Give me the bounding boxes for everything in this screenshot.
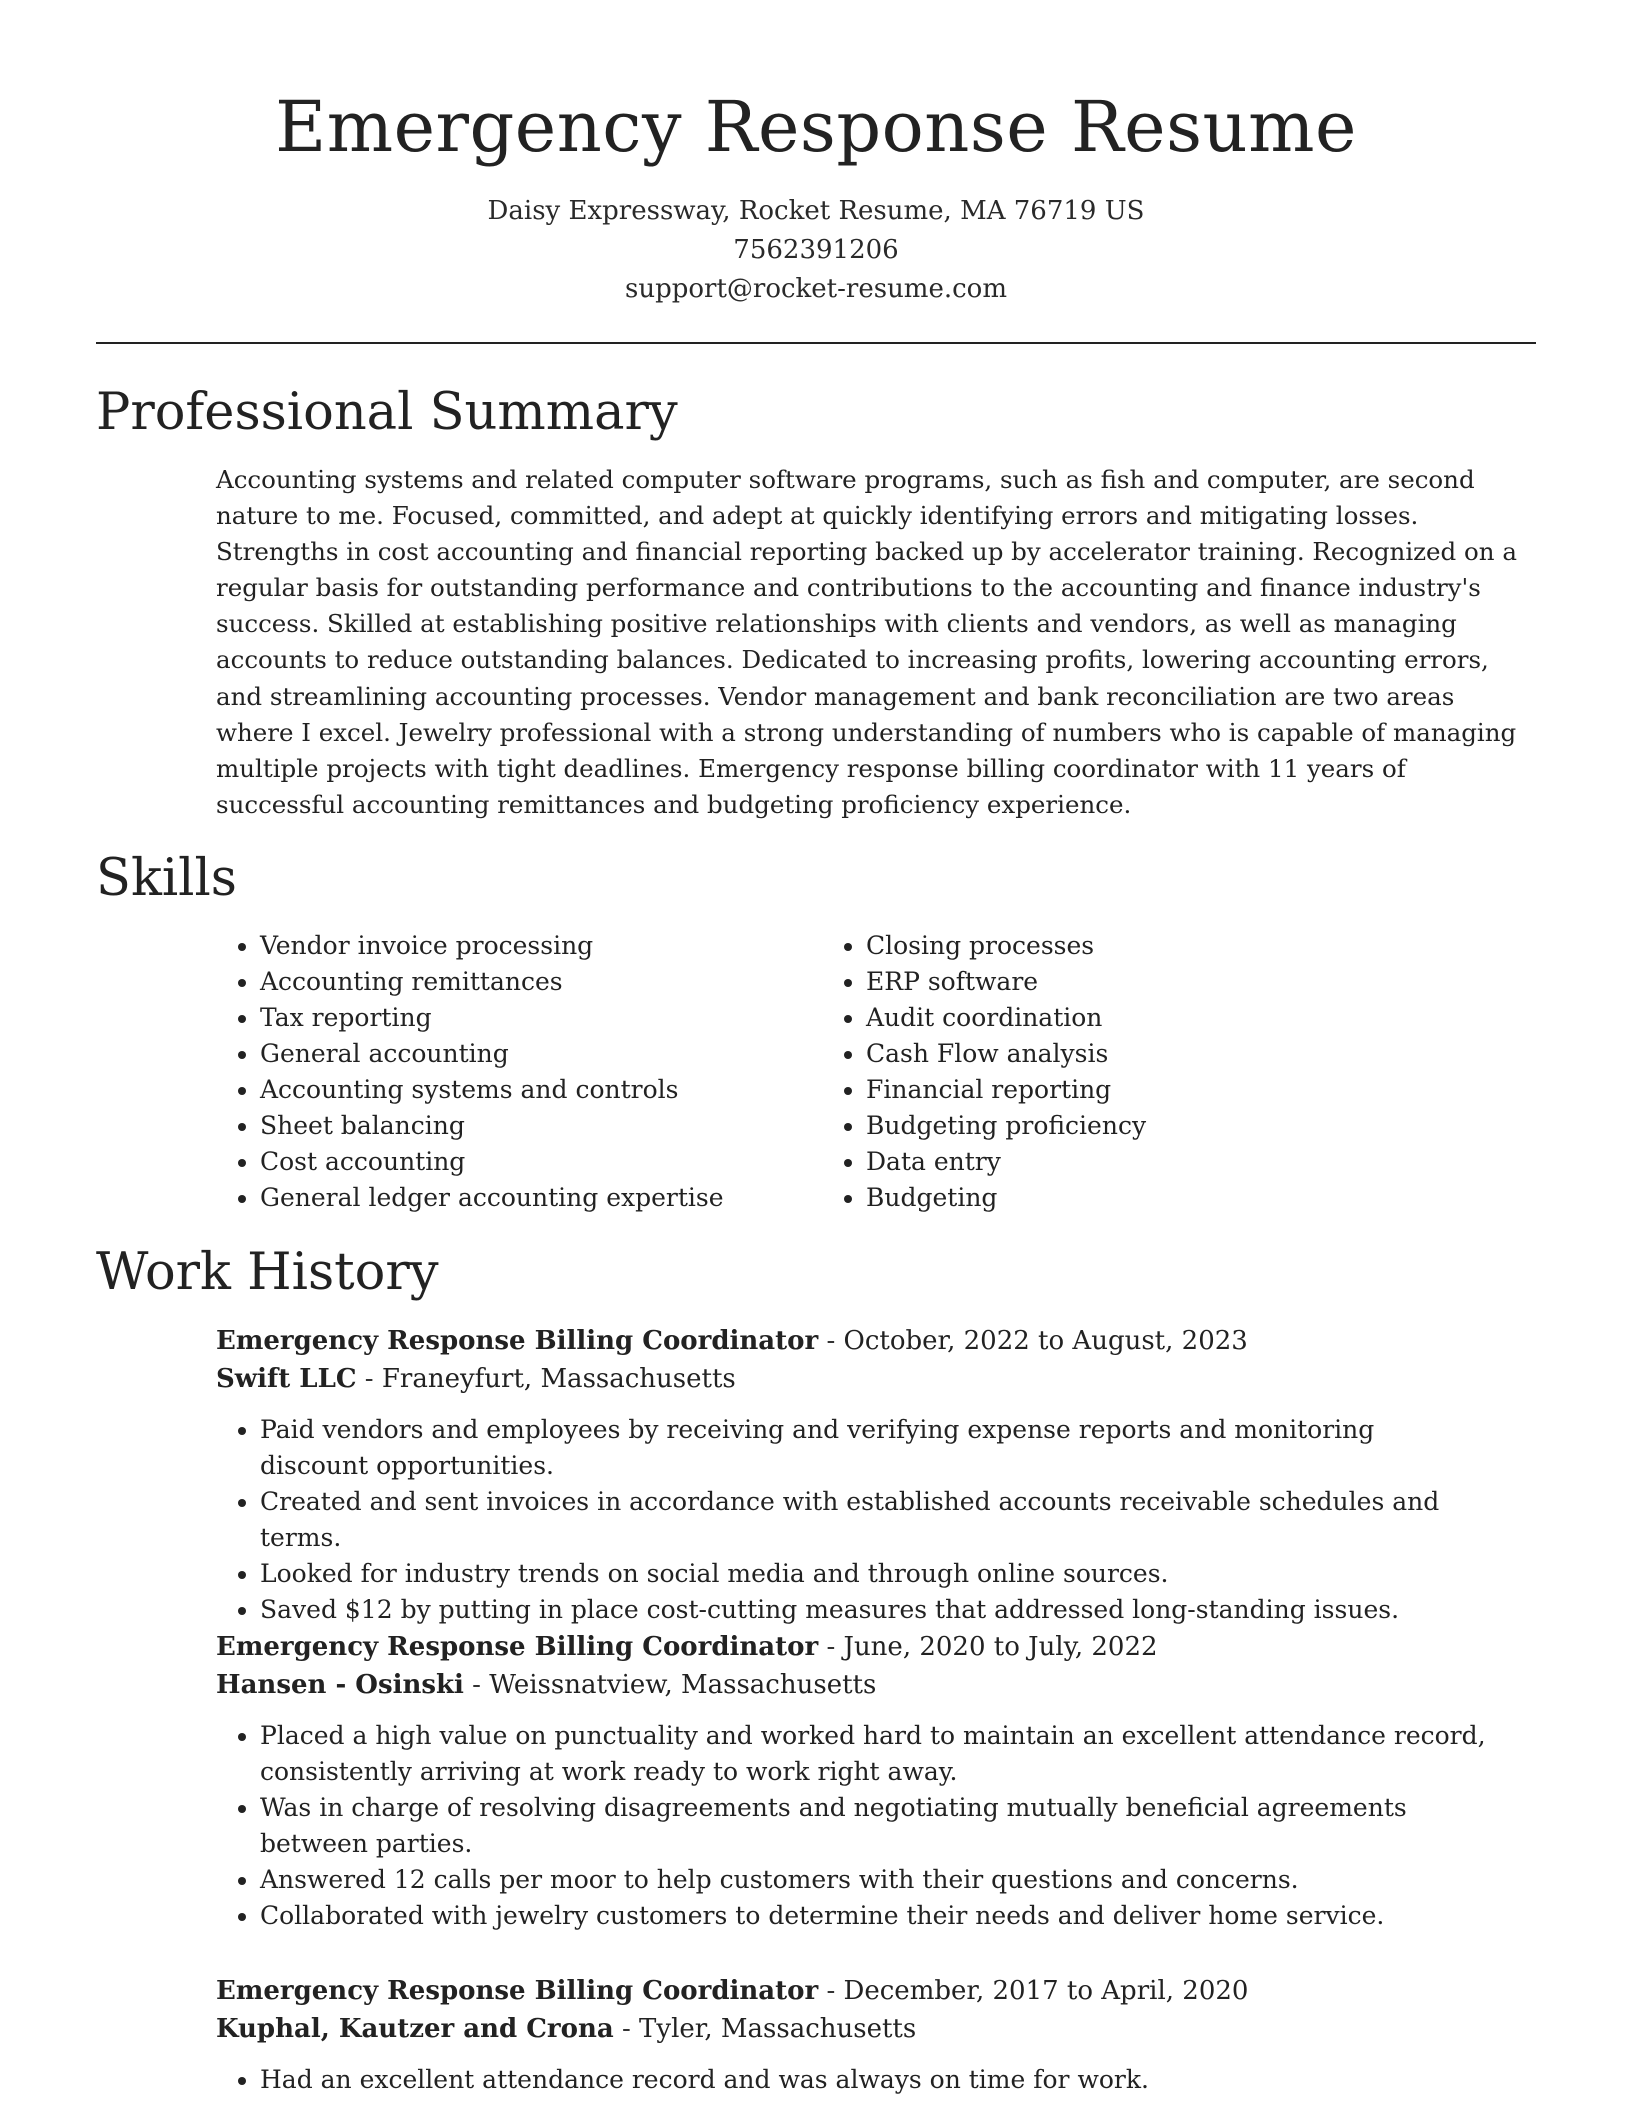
job-title: Emergency Response Billing Coordinator: [216, 1976, 819, 2006]
resume-title: Emergency Response Resume: [275, 86, 1357, 168]
work-history-heading: Work History: [96, 1243, 439, 1302]
skill-item: • Budgeting proficiency: [866, 1108, 1146, 1144]
job-company-line: [216, 1666, 1536, 1704]
skill-item: • Audit coordination: [866, 1000, 1146, 1036]
job-entry: [216, 1628, 1536, 1934]
job-company-line: [216, 1360, 1536, 1398]
separator: -: [818, 1632, 844, 1662]
job-bullet: • Looked for industry trends on social media and through online sources.: [260, 1556, 1490, 1592]
job-bullets: [216, 1412, 1490, 1628]
skill-item: • Accounting systems and controls: [260, 1072, 822, 1108]
job-location: Franeyfurt, Massachusetts: [381, 1364, 736, 1394]
resume-header: [0, 0, 1632, 309]
skill-item: • Data entry: [866, 1144, 1146, 1180]
skill-item: • Cost accounting: [260, 1144, 822, 1180]
job-bullets: [216, 2062, 1490, 2098]
job-dates: October, 2022 to August, 2023: [843, 1326, 1248, 1356]
skills-heading: Skills: [96, 849, 237, 908]
contact-email: support@rocket-resume.com: [624, 274, 1007, 304]
job-bullet: • Paid vendors and employees by receiving and verifying expense reports and monitoring discount opportunities.: [260, 1412, 1490, 1484]
job-bullet: • Saved $12 by putting in place cost-cutting measures that addressed long-standing issues.: [260, 1592, 1490, 1628]
skill-item: • Accounting remittances: [260, 964, 822, 1000]
job-location: Weissnatview, Massachusetts: [489, 1670, 877, 1700]
job-bullet: • Answered 12 calls per moor to help customers with their questions and concerns.: [260, 1862, 1490, 1898]
skills-list: [216, 928, 1526, 1216]
skill-item: • Vendor invoice processing: [260, 928, 822, 964]
job-bullet: • Collaborated with jewelry customers to determine their needs and deliver home service.: [260, 1898, 1490, 1934]
separator: -: [463, 1670, 490, 1700]
header-divider: [96, 342, 1536, 344]
skill-item: • Financial reporting: [866, 1072, 1146, 1108]
summary-heading: Professional Summary: [96, 383, 678, 442]
separator: -: [818, 1326, 844, 1356]
contact-info: [0, 192, 1632, 309]
separator: -: [818, 1976, 844, 2006]
skills-column-2: [822, 928, 1146, 1216]
skill-item: • Closing processes: [866, 928, 1146, 964]
separator: -: [356, 1364, 382, 1394]
job-title: Emergency Response Billing Coordinator: [216, 1326, 819, 1356]
summary-text: Accounting systems and related computer software programs, such as fish and computer, are second nature to me. Focused, committed, and adept at quickly identifying errors and mitigating losses. Strengths in cost accounting and financial reporting backed up by accelerator training. Recognized on a regular basis for outstanding performance and contributions to the accounting and finance industry's success. Skilled at establishing positive relationships with clients and vendors, as well as managing accounts to reduce outstanding balances. Dedicated to increasing profits, lowering accounting errors, and streamlining accounting processes. Vendor management and bank reconciliation are two areas where I excel. Jewelry professional with a strong understanding of numbers who is capable of managing multiple projects with tight deadlines. Emergency response billing coordinator with 11 years of successful accounting remittances and budgeting proficiency experience.: [216, 465, 1517, 819]
job-title-line: [216, 1972, 1536, 2010]
skill-item: • General ledger accounting expertise: [260, 1180, 822, 1216]
skill-item: • ERP software: [866, 964, 1146, 1000]
job-company: Hansen - Osinski: [216, 1670, 464, 1700]
job-bullet: • Created and sent invoices in accordance with established accounts receivable schedules and terms.: [260, 1484, 1490, 1556]
job-bullet: • Was in charge of resolving disagreements and negotiating mutually beneficial agreements between parties.: [260, 1790, 1490, 1862]
job-title-line: [216, 1322, 1536, 1360]
job-location: Tyler, Massachusetts: [639, 2014, 917, 2044]
contact-phone: 7562391206: [733, 235, 899, 265]
job-company-line: [216, 2010, 1536, 2048]
skill-item: • Tax reporting: [260, 1000, 822, 1036]
job-company: Kuphal, Kautzer and Crona: [216, 2014, 614, 2044]
job-dates: December, 2017 to April, 2020: [843, 1976, 1249, 2006]
skill-item: • Sheet balancing: [260, 1108, 822, 1144]
job-entry: [216, 1322, 1536, 1628]
contact-address: Daisy Expressway, Rocket Resume, MA 76719 US: [487, 196, 1145, 226]
skill-item: • General accounting: [260, 1036, 822, 1072]
job-entry: [216, 1972, 1536, 2098]
job-bullet: • Placed a high value on punctuality and worked hard to maintain an excellent attendance record, consistently arriving at work ready to work right away.: [260, 1718, 1490, 1790]
job-dates: June, 2020 to July, 2022: [843, 1632, 1158, 1662]
job-bullet: • Had an excellent attendance record and was always on time for work.: [260, 2062, 1490, 2098]
job-title: Emergency Response Billing Coordinator: [216, 1632, 819, 1662]
job-title-line: [216, 1628, 1536, 1666]
job-company: Swift LLC: [216, 1364, 357, 1394]
separator: -: [613, 2014, 640, 2044]
job-bullets: [216, 1718, 1490, 1934]
skill-item: • Cash Flow analysis: [866, 1036, 1146, 1072]
skills-column-1: [216, 928, 822, 1216]
skill-item: • Budgeting: [866, 1180, 1146, 1216]
